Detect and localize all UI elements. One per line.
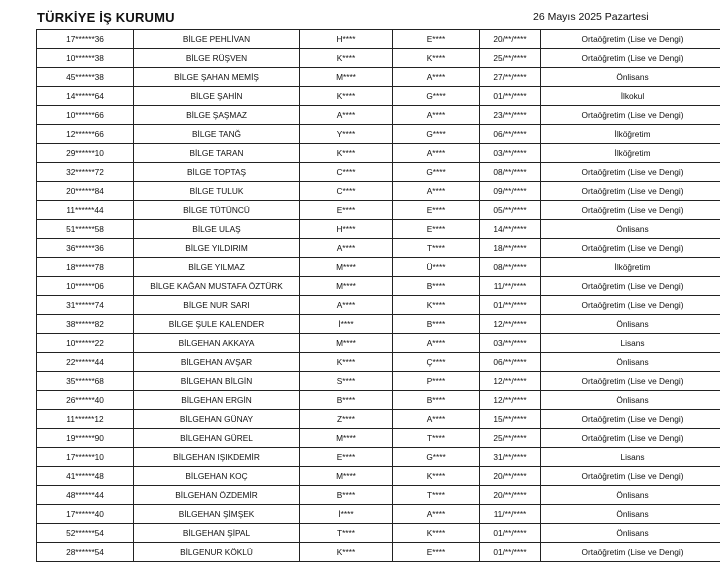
education-cell: Ortaöğretim (Lise ve Dengi) [541,239,720,258]
birth-date-cell: 12/**/**** [480,315,541,334]
table-row [37,467,720,486]
father-initial-cell: H**** [300,220,393,239]
name-cell: BİLGE ULAŞ [134,220,300,239]
father-initial-cell: M**** [300,467,393,486]
table-row [37,68,720,87]
name-cell: BİLGEHAN ERGİN [134,391,300,410]
name-cell: BİLGENUR KÖKLÜ [134,543,300,562]
education-cell: Ortaöğretim (Lise ve Dengi) [541,106,720,125]
tc-cell: 17******10 [37,448,134,467]
education-cell: Ortaöğretim (Lise ve Dengi) [541,30,720,49]
mother-initial-cell: G**** [393,163,480,182]
name-cell: BİLGE PEHLİVAN [134,30,300,49]
birth-date-cell: 31/**/**** [480,448,541,467]
education-cell: Ortaöğretim (Lise ve Dengi) [541,49,720,68]
table-row [37,30,720,49]
education-cell: İlköğretim [541,144,720,163]
father-initial-cell: K**** [300,49,393,68]
birth-date-cell: 12/**/**** [480,391,541,410]
mother-initial-cell: A**** [393,334,480,353]
tc-cell: 17******40 [37,505,134,524]
birth-date-cell: 23/**/**** [480,106,541,125]
education-cell: Ortaöğretim (Lise ve Dengi) [541,372,720,391]
mother-initial-cell: Ç**** [393,353,480,372]
mother-initial-cell: E**** [393,220,480,239]
tc-cell: 11******44 [37,201,134,220]
table-row [37,448,720,467]
name-cell: BİLGEHAN GÜREL [134,429,300,448]
education-cell: Önlisans [541,505,720,524]
father-initial-cell: H**** [300,30,393,49]
education-cell: Ortaöğretim (Lise ve Dengi) [541,410,720,429]
birth-date-cell: 20/**/**** [480,467,541,486]
father-initial-cell: Z**** [300,410,393,429]
name-cell: BİLGE NUR SARI [134,296,300,315]
birth-date-cell: 01/**/**** [480,543,541,562]
education-cell: Lisans [541,448,720,467]
name-cell: BİLGE TANĞ [134,125,300,144]
table-row [37,372,720,391]
mother-initial-cell: K**** [393,296,480,315]
mother-initial-cell: B**** [393,315,480,334]
document-date: 26 Mayıs 2025 Pazartesi [533,11,649,23]
table-row [37,163,720,182]
table-row [37,258,720,277]
mother-initial-cell: K**** [393,49,480,68]
name-cell: BİLGE ŞAHİN [134,87,300,106]
tc-cell: 36******36 [37,239,134,258]
education-cell: Lisans [541,334,720,353]
birth-date-cell: 11/**/**** [480,505,541,524]
table-row [37,106,720,125]
father-initial-cell: İ**** [300,315,393,334]
name-cell: BİLGE KAĞAN MUSTAFA ÖZTÜRK [134,277,300,296]
father-initial-cell: M**** [300,68,393,87]
mother-initial-cell: E**** [393,30,480,49]
name-cell: BİLGEHAN ŞİPAL [134,524,300,543]
name-cell: BİLGE ŞULE KALENDER [134,315,300,334]
tc-cell: 51******58 [37,220,134,239]
table-row [37,391,720,410]
education-cell: Ortaöğretim (Lise ve Dengi) [541,182,720,201]
name-cell: BİLGE YILDIRIM [134,239,300,258]
table-row [37,296,720,315]
birth-date-cell: 11/**/**** [480,277,541,296]
tc-cell: 17******36 [37,30,134,49]
birth-date-cell: 01/**/**** [480,524,541,543]
mother-initial-cell: B**** [393,277,480,296]
mother-initial-cell: G**** [393,448,480,467]
education-cell: Ortaöğretim (Lise ve Dengi) [541,277,720,296]
birth-date-cell: 14/**/**** [480,220,541,239]
father-initial-cell: A**** [300,239,393,258]
father-initial-cell: M**** [300,277,393,296]
tc-cell: 12******66 [37,125,134,144]
birth-date-cell: 09/**/**** [480,182,541,201]
father-initial-cell: B**** [300,486,393,505]
father-initial-cell: S**** [300,372,393,391]
education-cell: Ortaöğretim (Lise ve Dengi) [541,296,720,315]
father-initial-cell: B**** [300,391,393,410]
table-row [37,87,720,106]
mother-initial-cell: A**** [393,106,480,125]
organization-title: TÜRKİYE İŞ KURUMU [37,10,175,25]
table-row [37,505,720,524]
education-cell: Ortaöğretim (Lise ve Dengi) [541,201,720,220]
father-initial-cell: M**** [300,258,393,277]
mother-initial-cell: A**** [393,68,480,87]
father-initial-cell: T**** [300,524,393,543]
education-cell: İlköğretim [541,258,720,277]
name-cell: BİLGE ŞAHAN MEMİŞ [134,68,300,87]
birth-date-cell: 20/**/**** [480,486,541,505]
birth-date-cell: 01/**/**** [480,296,541,315]
father-initial-cell: M**** [300,429,393,448]
mother-initial-cell: G**** [393,125,480,144]
tc-cell: 14******64 [37,87,134,106]
father-initial-cell: E**** [300,448,393,467]
tc-cell: 52******54 [37,524,134,543]
table-row [37,239,720,258]
birth-date-cell: 20/**/**** [480,30,541,49]
tc-cell: 31******74 [37,296,134,315]
name-cell: BİLGE TÜTÜNCÜ [134,201,300,220]
tc-cell: 18******78 [37,258,134,277]
name-cell: BİLGEHAN AKKAYA [134,334,300,353]
name-cell: BİLGE ŞAŞMAZ [134,106,300,125]
table-row [37,201,720,220]
tc-cell: 10******22 [37,334,134,353]
education-cell: Ortaöğretim (Lise ve Dengi) [541,429,720,448]
table-row [37,524,720,543]
tc-cell: 20******84 [37,182,134,201]
education-cell: Önlisans [541,68,720,87]
birth-date-cell: 01/**/**** [480,87,541,106]
name-cell: BİLGE RÜŞVEN [134,49,300,68]
tc-cell: 41******48 [37,467,134,486]
mother-initial-cell: B**** [393,391,480,410]
education-cell: Önlisans [541,391,720,410]
tc-cell: 11******12 [37,410,134,429]
tc-cell: 45******38 [37,68,134,87]
tc-cell: 10******06 [37,277,134,296]
table-row [37,315,720,334]
tc-cell: 10******38 [37,49,134,68]
birth-date-cell: 27/**/**** [480,68,541,87]
birth-date-cell: 05/**/**** [480,201,541,220]
birth-date-cell: 15/**/**** [480,410,541,429]
education-cell: Önlisans [541,524,720,543]
name-cell: BİLGEHAN AVŞAR [134,353,300,372]
page-header [0,0,720,30]
birth-date-cell: 03/**/**** [480,334,541,353]
father-initial-cell: K**** [300,353,393,372]
education-cell: İlkokul [541,87,720,106]
father-initial-cell: A**** [300,296,393,315]
birth-date-cell: 06/**/**** [480,125,541,144]
father-initial-cell: K**** [300,543,393,562]
table-row [37,334,720,353]
mother-initial-cell: E**** [393,201,480,220]
father-initial-cell: Y**** [300,125,393,144]
name-cell: BİLGEHAN ÖZDEMİR [134,486,300,505]
mother-initial-cell: K**** [393,524,480,543]
name-cell: BİLGEHAN GÜNAY [134,410,300,429]
education-cell: Önlisans [541,315,720,334]
tc-cell: 10******66 [37,106,134,125]
birth-date-cell: 08/**/**** [480,258,541,277]
table-row [37,220,720,239]
mother-initial-cell: A**** [393,144,480,163]
tc-cell: 28******54 [37,543,134,562]
table-row [37,182,720,201]
education-cell: Önlisans [541,486,720,505]
name-cell: BİLGEHAN BİLGİN [134,372,300,391]
father-initial-cell: E**** [300,201,393,220]
father-initial-cell: A**** [300,106,393,125]
mother-initial-cell: G**** [393,87,480,106]
tc-cell: 19******90 [37,429,134,448]
name-cell: BİLGEHAN ŞİMŞEK [134,505,300,524]
tc-cell: 32******72 [37,163,134,182]
tc-cell: 29******10 [37,144,134,163]
father-initial-cell: K**** [300,144,393,163]
birth-date-cell: 25/**/**** [480,429,541,448]
education-cell: Ortaöğretim (Lise ve Dengi) [541,163,720,182]
name-cell: BİLGE TARAN [134,144,300,163]
father-initial-cell: C**** [300,182,393,201]
name-cell: BİLGE TOPTAŞ [134,163,300,182]
table-row [37,353,720,372]
mother-initial-cell: T**** [393,239,480,258]
education-cell: Ortaöğretim (Lise ve Dengi) [541,467,720,486]
table-row [37,277,720,296]
table-row [37,125,720,144]
birth-date-cell: 03/**/**** [480,144,541,163]
education-cell: Ortaöğretim (Lise ve Dengi) [541,543,720,562]
education-cell: Önlisans [541,220,720,239]
name-cell: BİLGE TULUK [134,182,300,201]
table-row [37,486,720,505]
table-row [37,410,720,429]
birth-date-cell: 08/**/**** [480,163,541,182]
birth-date-cell: 18/**/**** [480,239,541,258]
tc-cell: 48******44 [37,486,134,505]
father-initial-cell: M**** [300,334,393,353]
father-initial-cell: C**** [300,163,393,182]
father-initial-cell: K**** [300,87,393,106]
tc-cell: 35******68 [37,372,134,391]
table-row [37,144,720,163]
name-cell: BİLGEHAN KOÇ [134,467,300,486]
education-cell: İlköğretim [541,125,720,144]
table-row [37,49,720,68]
name-cell: BİLGE YILMAZ [134,258,300,277]
mother-initial-cell: A**** [393,410,480,429]
mother-initial-cell: K**** [393,467,480,486]
mother-initial-cell: A**** [393,505,480,524]
mother-initial-cell: T**** [393,429,480,448]
birth-date-cell: 06/**/**** [480,353,541,372]
tc-cell: 26******40 [37,391,134,410]
table-row [37,543,720,562]
mother-initial-cell: Ü**** [393,258,480,277]
mother-initial-cell: T**** [393,486,480,505]
mother-initial-cell: E**** [393,543,480,562]
tc-cell: 38******82 [37,315,134,334]
tc-cell: 22******44 [37,353,134,372]
applicant-table [36,29,720,562]
mother-initial-cell: A**** [393,182,480,201]
name-cell: BİLGEHAN IŞIKDEMİR [134,448,300,467]
table-row [37,429,720,448]
education-cell: Önlisans [541,353,720,372]
birth-date-cell: 25/**/**** [480,49,541,68]
mother-initial-cell: P**** [393,372,480,391]
birth-date-cell: 12/**/**** [480,372,541,391]
father-initial-cell: İ**** [300,505,393,524]
